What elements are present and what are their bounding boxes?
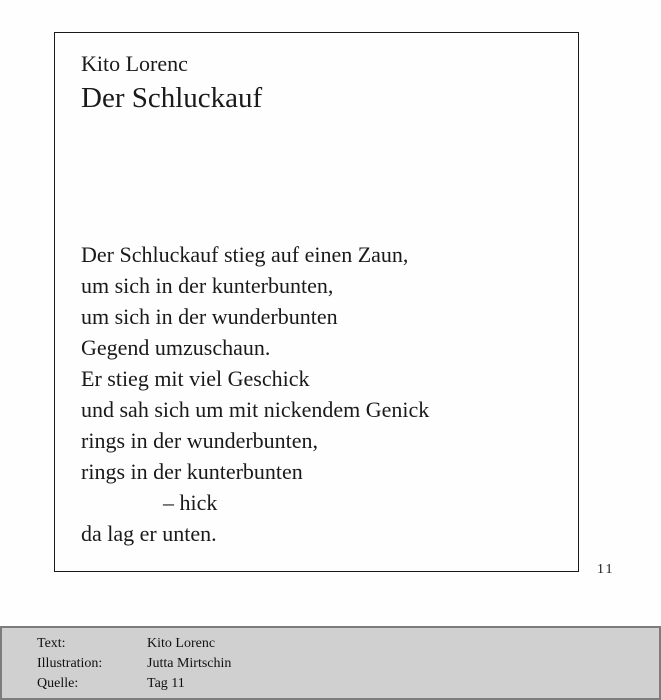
credit-row-illustration — [37, 654, 231, 674]
credit-row-source — [37, 674, 185, 694]
poem-line: und sah sich um mit nickendem Genick — [81, 397, 430, 422]
page-number: 11 — [597, 562, 615, 577]
credit-value: Jutta Mirtschin — [147, 656, 232, 671]
credit-value: Tag 11 — [147, 676, 185, 691]
poem-line: um sich in der wunderbunten — [81, 304, 338, 329]
poem-text — [81, 239, 429, 549]
poem-line: rings in der kunterbunten — [81, 459, 303, 484]
poem-line: da lag er unten. — [81, 521, 217, 546]
poem-line: rings in der wunderbunten, — [81, 428, 319, 453]
credit-row-text — [37, 634, 215, 654]
poem-line: Gegend umzuschaun. — [81, 335, 271, 360]
credit-label: Illustration: — [37, 656, 103, 671]
credit-label: Text: — [37, 636, 66, 651]
poem-line: um sich in der kunterbunten, — [81, 273, 334, 298]
credits-panel — [0, 626, 661, 700]
poem-line: Der Schluckauf stieg auf einen Zaun, — [81, 242, 409, 267]
poem-line: Er stieg mit viel Geschick — [81, 366, 310, 391]
poem-line: – hick — [163, 490, 218, 515]
poem-author: Kito Lorenc — [81, 51, 188, 76]
poem-frame — [54, 32, 579, 572]
credit-value: Kito Lorenc — [147, 636, 216, 651]
poem-title: Der Schluckauf — [81, 82, 263, 114]
credit-label: Quelle: — [37, 676, 79, 691]
